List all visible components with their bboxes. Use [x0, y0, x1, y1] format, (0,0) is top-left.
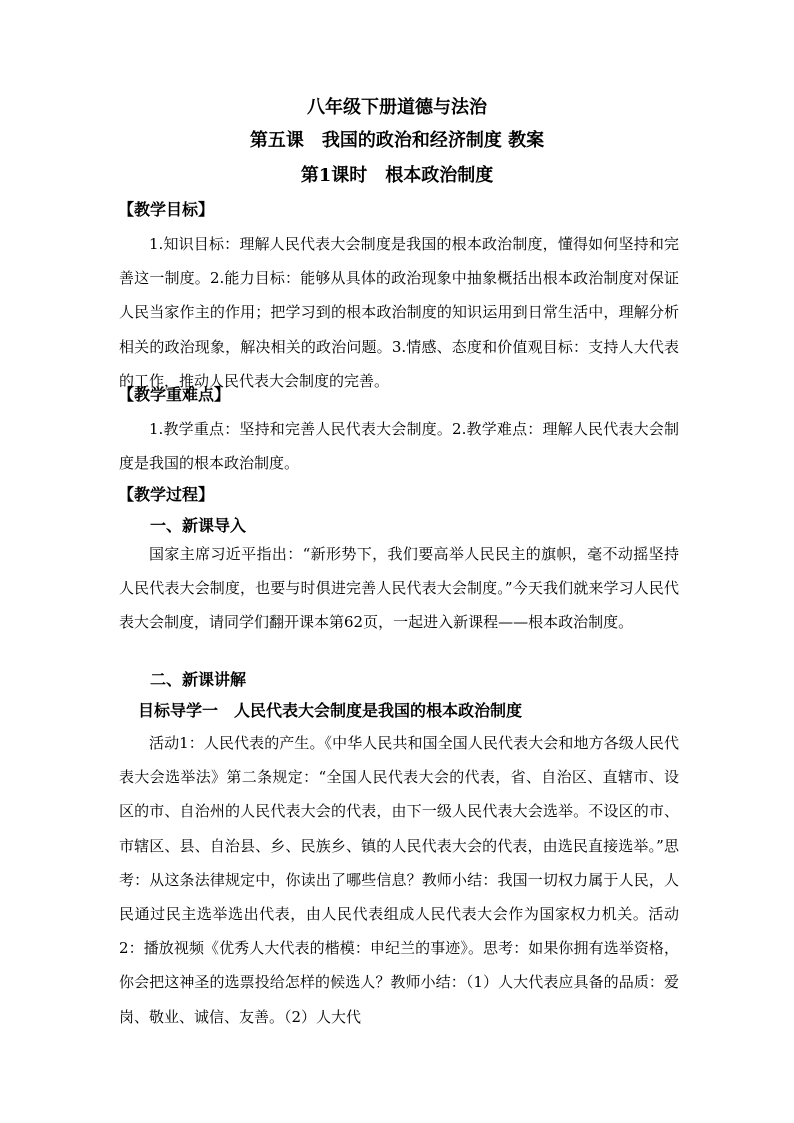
document-subject-title: 八年级下册道德与法治	[307, 97, 487, 118]
keypoints-text: 1.教学重点：坚持和完善人民代表大会制度。2.教学难点：理解人民代表大会制度是我国的根本政治制度。	[119, 420, 679, 473]
lecture-heading: 二、新课讲解	[150, 670, 247, 689]
objectives-text: 1.知识目标：理解人民代表大会制度是我国的根本政治制度，懂得如何坚持和完善这一制度。2.能力目标：能够从具体的政治现象中抽象概括出根本政治制度对保证人民当家作主的作用；把学习到的根本政治制度的知识运用到日常生活中，理解分析相关的政治现象，解决相关的政治问题。3.情感、态度和价值观目标：支持人大代表的工作，推动人民代表大会制度的完善。	[119, 235, 679, 390]
activity-text: 活动1：人民代表的产生。《中华人民共和国全国人民代表大会和地方各级人民代表大会选举法》第二条规定：“全国人民代表大会的代表，省、自治区、直辖市、设区的市、自治州的人民代表大会的代表，由下一级人民代表大会选举。不设区的市、市辖区、县、自治县、乡、民族乡、镇的人民代表大会的代表，由选民直接选举。”思考：从这条法律规定中，你读出了哪些信息？教师小结：我国一切权力属于人民，人民通过民主选举选出代表，由人民代表组成人民代表大会作为国家权力机关。活动2：播放视频《优秀人大代表的楷模：申纪兰的事迹》。思考：如果你拥有选举资格，你会把这神圣的选票投给怎样的候选人？教师小结：（1）人大代表应具备的品质：爱岗、敬业、诚信、友善。（2）人大代	[119, 734, 679, 1026]
activity-paragraph	[119, 726, 679, 1034]
intro-paragraph	[119, 537, 679, 640]
intro-text: 国家主席习近平指出：“新形势下，我们要高举人民民主的旗帜，毫不动摇坚持人民代表大会制度，也要与时俱进完善人民代表大会制度。”今天我们就来学习人民代表大会制度，请同学们翻开课本第62页，一起进入新课程——根本政治制度。	[119, 545, 679, 632]
goal-heading: 目标导学一 人民代表大会制度是我国的根本政治制度	[138, 701, 523, 720]
period-title: 第1课时 根本政治制度	[300, 165, 494, 186]
intro-heading: 一、新课导入	[150, 516, 247, 535]
keypoints-paragraph	[119, 412, 679, 480]
objectives-heading: 【教学目标】	[118, 200, 215, 219]
keypoints-heading: 【教学重难点】	[118, 385, 231, 404]
process-heading: 【教学过程】	[118, 485, 215, 504]
lesson-title: 第五课 我国的政治和经济制度 教案	[249, 130, 545, 151]
objectives-paragraph	[119, 227, 679, 398]
